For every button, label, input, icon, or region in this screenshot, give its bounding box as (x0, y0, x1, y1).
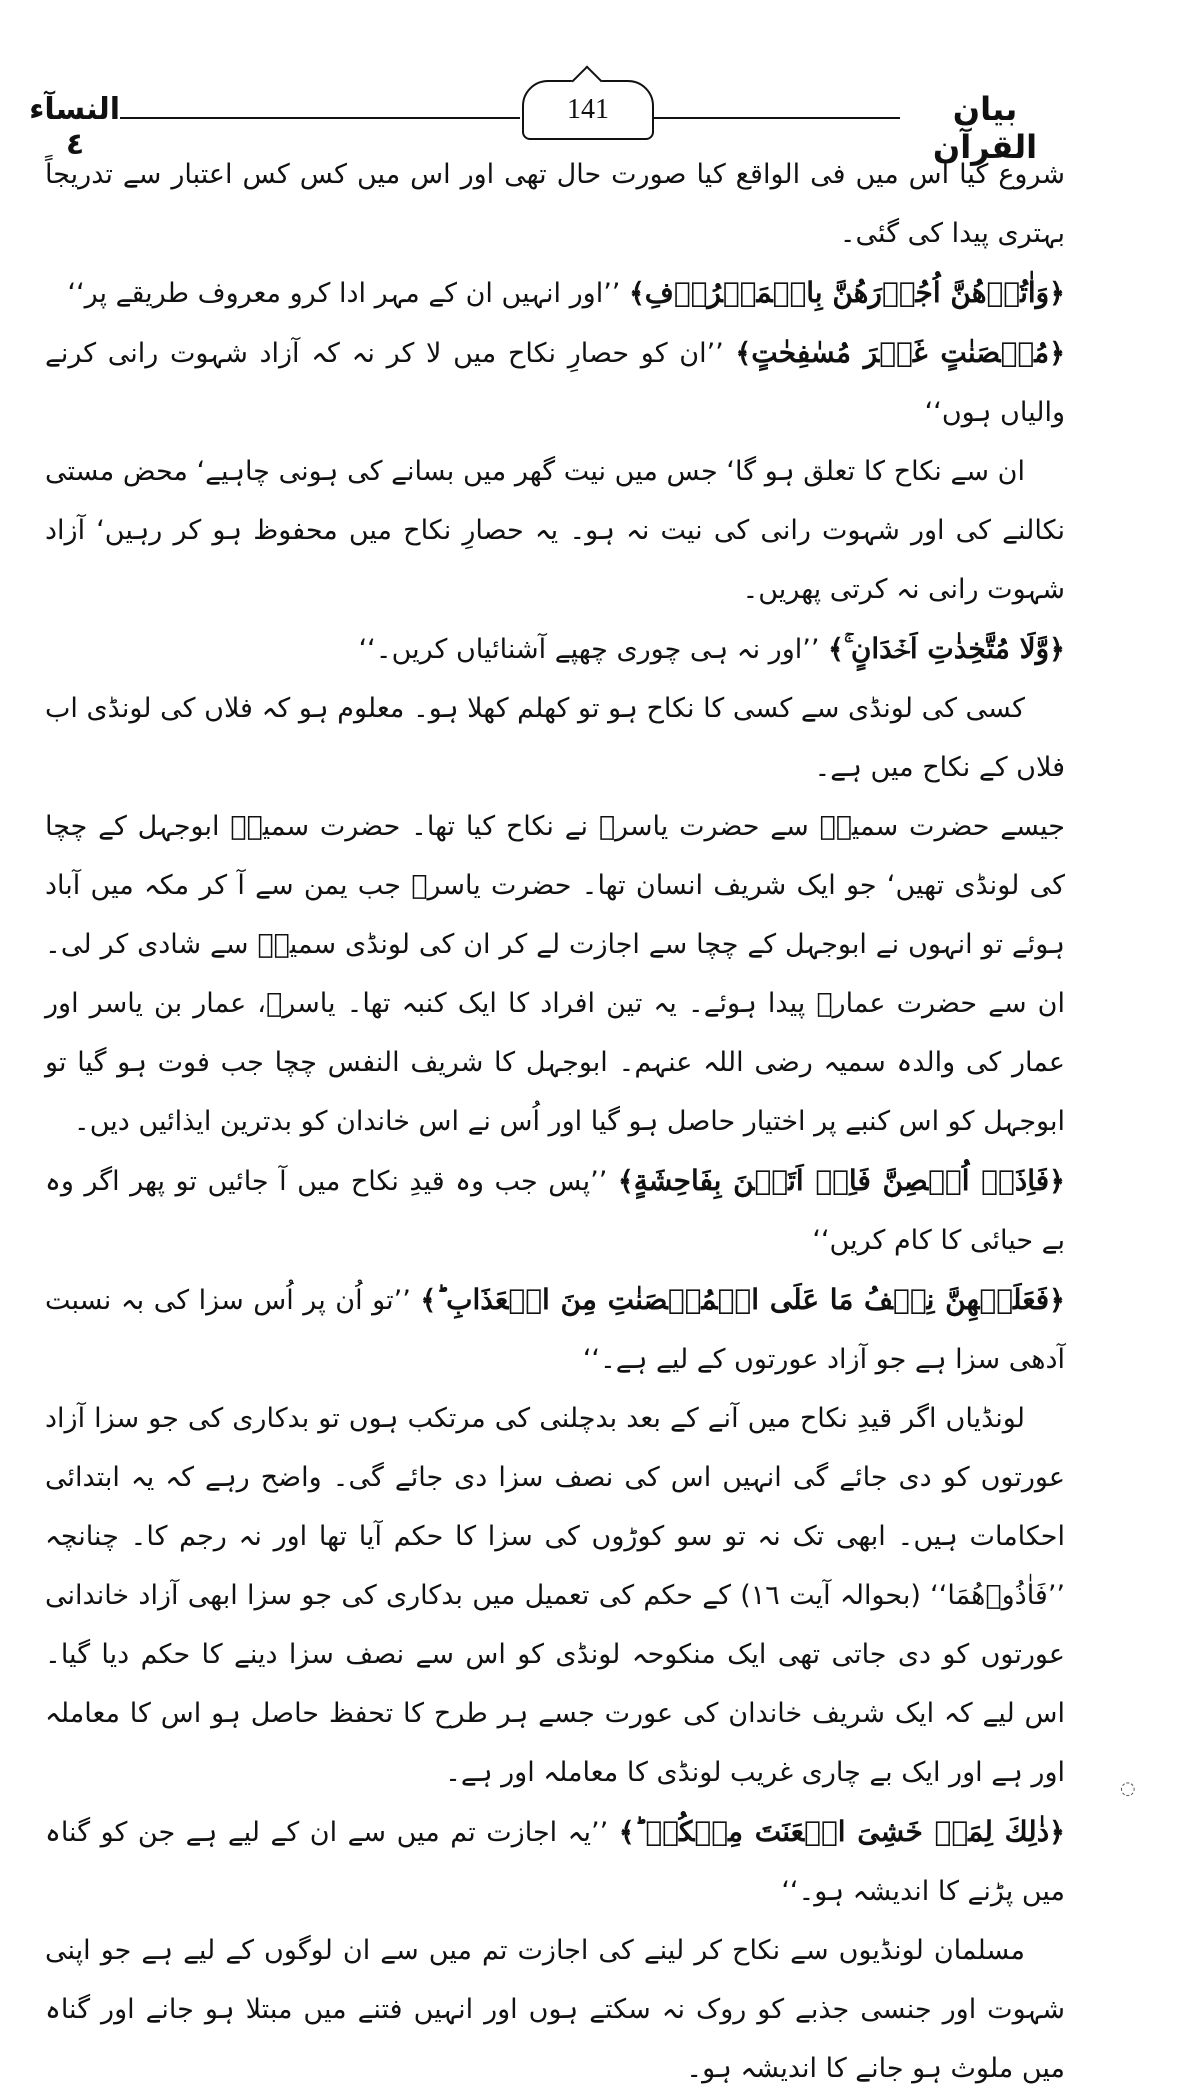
verse-paragraph (45, 1151, 1065, 1270)
verse-close-bracket: ﴾ (628, 278, 645, 309)
verse-arabic: فَعَلَيۡهِنَّ نِصۡفُ مَا عَلَى الۡمُحۡصَنٰتِ مِنَ الۡعَذَابِ ؕ (436, 1283, 1050, 1316)
verse-paragraph (45, 1270, 1065, 1389)
verse-close-bracket: ﴾ (828, 634, 844, 665)
verse-close-bracket: ﴾ (618, 1817, 635, 1848)
page-body (45, 145, 1065, 2098)
verse-open-bracket: ﴿ (1049, 1817, 1065, 1848)
commentary-paragraph: مسلمان لونڈیوں سے نکاح کر لینے کی اجازت تم میں سے ان لوگوں کے لیے ہے جو اپنی شہوت اور جنسی جذبے کو روک نہ سکتے ہوں اور انہیں فتنے میں مبتلا ہو جانے اور گناہ میں ملوث ہو جانے کا اندیشہ ہو۔ (45, 1935, 1065, 2084)
page-number: 141 (567, 94, 609, 125)
verse-translation: ’’یہ اجازت تم میں سے ان کے لیے ہے جن کو گناہ میں پڑنے کا اندیشہ ہو۔‘‘ (45, 1817, 1065, 1907)
verse-translation: ’’پس جب وہ قیدِ نکاح میں آ جائیں تو پھر اگر وہ بے حیائی کا کام کریں‘‘ (45, 1166, 1065, 1256)
verse-arabic: وَّلَا مُتَّخِذٰتِ اَخۡدَانٍ ۚ (843, 632, 1050, 665)
verse-translation: ’’تو اُن پر اُس سزا کی بہ نسبت آدھی سزا ہے جو آزاد عورتوں کے لیے ہے۔‘‘ (45, 1285, 1065, 1375)
verse-close-bracket: ﴾ (617, 1166, 634, 1197)
header-rule-right (650, 117, 900, 119)
verse-paragraph (45, 263, 1065, 323)
page-number-medallion (522, 80, 654, 140)
verse-translation: ’’اور انہیں ان کے مہر ادا کرو معروف طریقے پر‘‘ (67, 278, 629, 309)
verse-close-bracket: ﴾ (735, 338, 752, 369)
commentary-paragraph: ان سے نکاح کا تعلق ہو گا‘ جس میں نیت گھر میں بسانے کی ہونی چاہیے‘ محض مستی نکالنے کی اور شہوت رانی کی نیت نہ ہو۔ یہ حصارِ نکاح میں محفوظ ہو کر رہیں‘ آزاد شہوت رانی نہ کرتی پھریں۔ (45, 456, 1065, 605)
verse-arabic: مُحۡصَنٰتٍ غَيۡرَ مُسٰفِحٰتٍ (751, 336, 1050, 369)
verse-arabic: ذٰلِكَ لِمَنۡ خَشِىَ الۡعَنَتَ مِنۡكُمۡ ؕ (634, 1815, 1050, 1848)
verse-paragraph (45, 619, 1065, 679)
surah-name: النسآء ٤ (29, 92, 120, 162)
verse-translation: ’’اور نہ ہی چوری چھپے آشنائیاں کریں۔‘‘ (358, 634, 828, 665)
verse-paragraph (45, 323, 1065, 442)
verse-open-bracket: ﴿ (1049, 1285, 1065, 1316)
verse-open-bracket: ﴿ (1049, 278, 1065, 309)
verse-open-bracket: ﴿ (1049, 338, 1066, 369)
verse-paragraph (45, 1802, 1065, 1921)
margin-mark-icon: ◌ (1120, 1778, 1136, 1799)
verse-arabic: فَاِذَاۤ اُحۡصِنَّ فَاِنۡ اَتَيۡنَ بِفَاحِشَةٍ (633, 1164, 1050, 1197)
commentary-paragraph: شروع کیا اس میں فی الواقع کیا صورت حال تھی اور اس میں کس کس اعتبار سے تدریجاً بہتری پیدا کی گئی۔ (45, 159, 1065, 249)
header-rule-left (120, 117, 520, 119)
verse-open-bracket: ﴿ (1049, 634, 1065, 665)
commentary-paragraph: لونڈیاں اگر قیدِ نکاح میں آنے کے بعد بدچلنی کی مرتکب ہوں تو بدکاری کی جو سزا آزاد عورتوں کو دی جائے گی انہیں اس کی نصف سزا دی جائے گی۔ واضح رہے کہ یہ ابتدائی احکامات ہیں۔ ابھی تک نہ تو سو کوڑوں کی سزا کا حکم آیا تھا اور نہ رجم کا۔ چنانچہ ’’فَاٰذُوۡهُمَا‘‘ (بحوالہ آیت ١٦) کے حکم کی تعمیل میں بدکاری کی جو سزا ابھی آزاد خاندانی عورتوں کو دی جاتی تھی ایک منکوحہ لونڈی کو اس سے نصف سزا دینے کا حکم دیا گیا۔ اس لیے کہ ایک شریف خاندان کی عورت جسے ہر طرح کا تحفظ حاصل ہو اس کا معاملہ اور ہے اور ایک بے چاری غریب لونڈی کا معاملہ اور ہے۔ (45, 1403, 1065, 1788)
commentary-paragraph: کسی کی لونڈی سے کسی کا نکاح ہو تو کھلم کھلا ہو۔ معلوم ہو کہ فلاں کی لونڈی اب فلاں کے نکاح میں ہے۔ (45, 693, 1065, 783)
verse-translation: ’’ان کو حصارِ نکاح میں لا کر نہ کہ آزاد شہوت رانی کرنے والیاں ہوں‘‘ (45, 338, 1065, 428)
book-title: بیان القرآن (932, 90, 1038, 166)
verse-arabic: وَاٰتُوۡهُنَّ اُجُوۡرَهُنَّ بِالۡمَعۡرُوۡفِ (644, 276, 1050, 309)
commentary-paragraph: جیسے حضرت سمیہؓ سے حضرت یاسرؓ نے نکاح کیا تھا۔ حضرت سمیہؓ ابوجہل کے چچا کی لونڈی تھیں‘ جو ایک شریف انسان تھا۔ حضرت یاسرؓ جب یمن سے آ کر مکہ میں آباد ہوئے تو انہوں نے ابوجہل کے چچا سے اجازت لے کر ان کی لونڈی سمیہؓ سے شادی کر لی۔ ان سے حضرت عمارؓ پیدا ہوئے۔ یہ تین افراد کا ایک کنبہ تھا۔ یاسرؓ، عمار بن یاسر اور عمار کی والدہ سمیہ رضی اللہ عنہم۔ ابوجہل کا شریف النفس چچا جب فوت ہو گیا تو ابوجہل کو اس کنبے پر اختیار حاصل ہو گیا اور اُس نے اس خاندان کو بدترین ایذائیں دیں۔ (45, 811, 1065, 1137)
page-header (29, 80, 1060, 166)
verse-open-bracket: ﴿ (1049, 1166, 1065, 1197)
verse-close-bracket: ﴾ (420, 1285, 437, 1316)
